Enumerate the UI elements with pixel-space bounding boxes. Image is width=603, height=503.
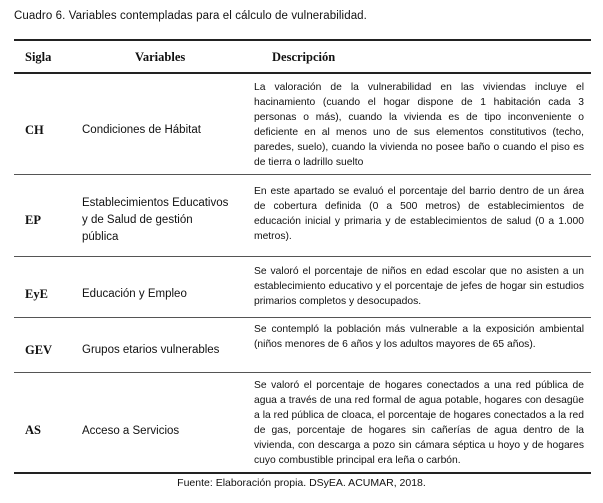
row-sigla: GEV <box>25 343 53 357</box>
header-descripcion: Descripción <box>272 50 336 64</box>
row-divider <box>14 317 591 318</box>
row-descripcion: Se valoró el porcentaje de niños en edad escolar que no asisten a un establecimiento educativo y el porcentaje de jefes de hogar sin estudios primarios completos y desocupados. <box>254 266 584 307</box>
table-top-rule <box>14 39 591 41</box>
row-sigla: EyE <box>25 287 48 301</box>
row-variable: Condiciones de Hábitat <box>82 124 201 136</box>
row-divider <box>14 372 591 373</box>
header-bottom-rule <box>14 72 591 74</box>
row-divider <box>14 256 591 257</box>
table-source: Fuente: Elaboración propia. DSyEA. ACUMAR, 2018. <box>177 477 426 489</box>
row-sigla: AS <box>25 423 41 437</box>
row-descripcion: Se valoró el porcentaje de hogares conectados a una red pública de agua a través de una red formal de agua potable, hogares con desagüe a la red pública de cloaca, el porcentaje de hogares conectados a la red de gas, porcentaje de hogares sin cañerías de agua dentro de la vivienda, con descarga a pozo sin cámara séptica u hoyo y de hogares cuyo combustible principal era leña o carbón. <box>254 380 584 466</box>
row-sigla: EP <box>25 213 41 227</box>
row-variable: Educación y Empleo <box>82 288 187 300</box>
row-variable: Establecimientos Educativos y de Salud de gestión pública <box>82 197 229 243</box>
row-sigla: CH <box>25 123 44 137</box>
row-descripcion: En este apartado se evaluó el porcentaje del barrio dentro de un área de cobertura definida (0 a 500 metros) de establecimientos de educación inicial y primaria y de establecimientos de salud (0 a 1.000 metros). <box>254 186 584 242</box>
row-divider <box>14 174 591 175</box>
table-caption: Cuadro 6. Variables contempladas para el cálculo de vulnerabilidad. <box>14 10 367 22</box>
header-variables: Variables <box>135 50 186 64</box>
row-variable: Grupos etarios vulnerables <box>82 344 220 356</box>
header-sigla: Sigla <box>25 50 52 64</box>
table-bottom-rule <box>14 472 591 474</box>
row-descripcion: Se contempló la población más vulnerable a la exposición ambiental (niños menores de 6 años y los adultos mayores de 65 años). <box>254 324 584 350</box>
row-variable: Acceso a Servicios <box>82 425 180 437</box>
row-descripcion: La valoración de la vulnerabilidad en las viviendas incluye el hacinamiento (cuando el hogar dispone de 1 habitación cada 3 personas o más), cuando la vivienda es de tipo inconveniente o deficiente en al menos uno de sus elementos constitutivos (techo, paredes, suelo), cuando la vivienda no posee baño o cuando el piso es de tierra o ladrillo suelto <box>254 82 584 168</box>
